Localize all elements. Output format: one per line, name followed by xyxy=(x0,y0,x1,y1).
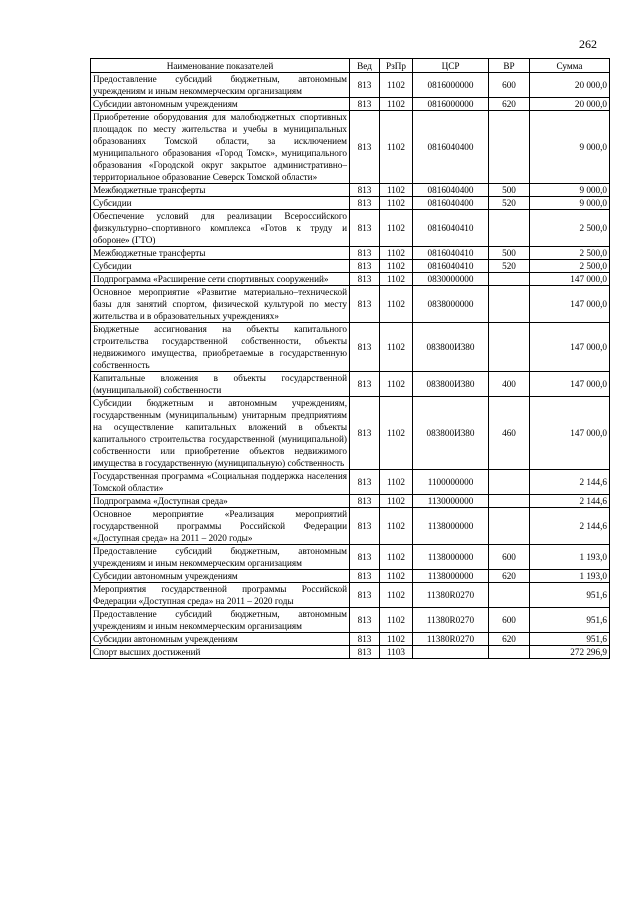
row-vr-cell xyxy=(489,470,530,495)
table-row xyxy=(91,73,610,98)
row-rzpr-cell: 1102 xyxy=(380,470,413,495)
row-sum-cell: 9 000,0 xyxy=(530,111,610,184)
row-rzpr-cell: 1102 xyxy=(380,247,413,260)
header-csr: ЦСР xyxy=(413,59,489,73)
row-vr-cell xyxy=(489,286,530,323)
row-ved-cell: 813 xyxy=(350,470,380,495)
row-ved-cell: 813 xyxy=(350,608,380,633)
row-rzpr-cell: 1102 xyxy=(380,197,413,210)
row-rzpr-cell: 1102 xyxy=(380,98,413,111)
table-header-row xyxy=(91,59,610,73)
row-csr-cell: 0816040400 xyxy=(413,197,489,210)
row-rzpr-cell: 1102 xyxy=(380,495,413,508)
row-name-cell: Межбюджетные трансферты xyxy=(91,184,350,197)
row-vr-cell: 500 xyxy=(489,247,530,260)
row-name-cell: Основное мероприятие «Реализация мероприятий государственной программы Российской Федерации «Доступная среда» на 2011 – 2020 годы» xyxy=(91,508,350,545)
row-name-cell: Предоставление субсидий бюджетным, автономным учреждениям и иным некоммерческим организациям xyxy=(91,73,350,98)
table-row xyxy=(91,495,610,508)
table-row xyxy=(91,570,610,583)
table-row xyxy=(91,508,610,545)
row-sum-cell: 9 000,0 xyxy=(530,197,610,210)
row-vr-cell: 620 xyxy=(489,98,530,111)
table-row xyxy=(91,98,610,111)
row-csr-cell: 0816040410 xyxy=(413,247,489,260)
row-ved-cell: 813 xyxy=(350,323,380,372)
row-rzpr-cell: 1102 xyxy=(380,184,413,197)
row-rzpr-cell: 1102 xyxy=(380,570,413,583)
row-ved-cell: 813 xyxy=(350,508,380,545)
row-name-cell: Субсидии автономным учреждениям xyxy=(91,570,350,583)
row-rzpr-cell: 1102 xyxy=(380,583,413,608)
row-csr-cell: 11380R0270 xyxy=(413,608,489,633)
row-rzpr-cell: 1102 xyxy=(380,633,413,646)
row-rzpr-cell: 1102 xyxy=(380,273,413,286)
row-name-cell: Капитальные вложения в объекты государственной (муниципальной) собственности xyxy=(91,372,350,397)
row-vr-cell xyxy=(489,583,530,608)
row-sum-cell: 147 000,0 xyxy=(530,397,610,470)
row-csr-cell: 0838000000 xyxy=(413,286,489,323)
row-sum-cell: 272 296,9 xyxy=(530,646,610,659)
row-sum-cell: 1 193,0 xyxy=(530,570,610,583)
row-name-cell: Подпрограмма «Доступная среда» xyxy=(91,495,350,508)
table-row xyxy=(91,397,610,470)
row-csr-cell: 0816040400 xyxy=(413,111,489,184)
table-row xyxy=(91,372,610,397)
row-csr-cell: 0830000000 xyxy=(413,273,489,286)
row-sum-cell: 147 000,0 xyxy=(530,372,610,397)
row-vr-cell xyxy=(489,111,530,184)
row-sum-cell: 147 000,0 xyxy=(530,323,610,372)
row-vr-cell xyxy=(489,210,530,247)
row-sum-cell: 20 000,0 xyxy=(530,98,610,111)
table-row xyxy=(91,323,610,372)
row-ved-cell: 813 xyxy=(350,545,380,570)
row-name-cell: Субсидии xyxy=(91,197,350,210)
header-rzpr: РзПр xyxy=(380,59,413,73)
row-name-cell: Субсидии бюджетным и автономным учреждениям, государственным (муниципальным) унитарным предприятиям на осуществление капитальных вложений в объекты капитального строительства государственной (муниципальной) собственности или приобретение объектов недвижимого имущества в государственную (муниципальную) собственность xyxy=(91,397,350,470)
header-name: Наименование показателей xyxy=(91,59,350,73)
header-ved: Вед xyxy=(350,59,380,73)
row-csr-cell: 0816040400 xyxy=(413,184,489,197)
table-row xyxy=(91,646,610,659)
budget-table xyxy=(90,58,610,659)
row-csr-cell: 083800И380 xyxy=(413,397,489,470)
row-ved-cell: 813 xyxy=(350,210,380,247)
header-sum: Сумма xyxy=(530,59,610,73)
row-vr-cell: 600 xyxy=(489,608,530,633)
row-ved-cell: 813 xyxy=(350,184,380,197)
row-name-cell: Спорт высших достижений xyxy=(91,646,350,659)
row-vr-cell xyxy=(489,508,530,545)
row-name-cell: Субсидии автономным учреждениям xyxy=(91,98,350,111)
row-ved-cell: 813 xyxy=(350,247,380,260)
row-vr-cell: 620 xyxy=(489,570,530,583)
row-sum-cell: 1 193,0 xyxy=(530,545,610,570)
row-sum-cell: 951,6 xyxy=(530,583,610,608)
table-row xyxy=(91,583,610,608)
row-rzpr-cell: 1102 xyxy=(380,545,413,570)
row-ved-cell: 813 xyxy=(350,260,380,273)
row-sum-cell: 951,6 xyxy=(530,633,610,646)
table-row xyxy=(91,633,610,646)
table-row xyxy=(91,260,610,273)
row-csr-cell: 1138000000 xyxy=(413,570,489,583)
row-rzpr-cell: 1102 xyxy=(380,210,413,247)
row-ved-cell: 813 xyxy=(350,633,380,646)
row-vr-cell: 500 xyxy=(489,184,530,197)
row-rzpr-cell: 1102 xyxy=(380,608,413,633)
row-csr-cell: 1100000000 xyxy=(413,470,489,495)
row-csr-cell: 083800И380 xyxy=(413,372,489,397)
row-ved-cell: 813 xyxy=(350,646,380,659)
row-ved-cell: 813 xyxy=(350,286,380,323)
row-csr-cell xyxy=(413,646,489,659)
row-vr-cell xyxy=(489,273,530,286)
row-csr-cell: 1138000000 xyxy=(413,545,489,570)
row-name-cell: Бюджетные ассигнования на объекты капитального строительства государственной собственности, объекты недвижимого имущества, приобретаемые в государственную собственность xyxy=(91,323,350,372)
row-vr-cell: 460 xyxy=(489,397,530,470)
row-ved-cell: 813 xyxy=(350,273,380,286)
row-vr-cell: 400 xyxy=(489,372,530,397)
row-name-cell: Субсидии xyxy=(91,260,350,273)
row-csr-cell: 0816040410 xyxy=(413,260,489,273)
row-sum-cell: 147 000,0 xyxy=(530,273,610,286)
table-row xyxy=(91,286,610,323)
row-rzpr-cell: 1103 xyxy=(380,646,413,659)
row-vr-cell xyxy=(489,646,530,659)
row-sum-cell: 2 500,0 xyxy=(530,210,610,247)
row-name-cell: Предоставление субсидий бюджетным, автономным учреждениям и иным некоммерческим организациям xyxy=(91,545,350,570)
row-name-cell: Предоставление субсидий бюджетным, автономным учреждениям и иным некоммерческим организациям xyxy=(91,608,350,633)
row-rzpr-cell: 1102 xyxy=(380,286,413,323)
row-ved-cell: 813 xyxy=(350,73,380,98)
table-row xyxy=(91,210,610,247)
row-name-cell: Субсидии автономным учреждениям xyxy=(91,633,350,646)
row-sum-cell: 20 000,0 xyxy=(530,73,610,98)
row-vr-cell xyxy=(489,495,530,508)
row-sum-cell: 9 000,0 xyxy=(530,184,610,197)
row-csr-cell: 11380R0270 xyxy=(413,583,489,608)
row-csr-cell: 0816040410 xyxy=(413,210,489,247)
row-rzpr-cell: 1102 xyxy=(380,508,413,545)
table-row xyxy=(91,184,610,197)
row-sum-cell: 2 144,6 xyxy=(530,495,610,508)
row-vr-cell xyxy=(489,323,530,372)
row-name-cell: Мероприятия государственной программы Российской Федерации «Доступная среда» на 2011 – 2020 годы xyxy=(91,583,350,608)
row-ved-cell: 813 xyxy=(350,372,380,397)
table-row xyxy=(91,608,610,633)
table-row xyxy=(91,470,610,495)
row-sum-cell: 2 144,6 xyxy=(530,470,610,495)
row-rzpr-cell: 1102 xyxy=(380,372,413,397)
row-ved-cell: 813 xyxy=(350,495,380,508)
row-vr-cell: 520 xyxy=(489,260,530,273)
row-name-cell: Обеспечение условий для реализации Всероссийского физкультурно–спортивного комплекса «Готов к труду и обороне» (ГТО) xyxy=(91,210,350,247)
page-number: 262 xyxy=(579,37,597,51)
row-csr-cell: 0816000000 xyxy=(413,98,489,111)
row-csr-cell: 11380R0270 xyxy=(413,633,489,646)
row-ved-cell: 813 xyxy=(350,570,380,583)
row-vr-cell: 600 xyxy=(489,545,530,570)
row-rzpr-cell: 1102 xyxy=(380,397,413,470)
table-row xyxy=(91,247,610,260)
row-ved-cell: 813 xyxy=(350,397,380,470)
row-sum-cell: 2 500,0 xyxy=(530,260,610,273)
row-name-cell: Приобретение оборудования для малобюджетных спортивных площадок по месту жительства и учебы в муниципальных образованиях Томской области, за исключением муниципального образования «Город Томск», муниципального образования «Городской округ закрытое административно–территориальное образование Северск Томской области» xyxy=(91,111,350,184)
row-rzpr-cell: 1102 xyxy=(380,111,413,184)
row-name-cell: Межбюджетные трансферты xyxy=(91,247,350,260)
table-row xyxy=(91,273,610,286)
row-vr-cell: 600 xyxy=(489,73,530,98)
row-vr-cell: 620 xyxy=(489,633,530,646)
row-ved-cell: 813 xyxy=(350,583,380,608)
row-sum-cell: 147 000,0 xyxy=(530,286,610,323)
row-ved-cell: 813 xyxy=(350,197,380,210)
row-vr-cell: 520 xyxy=(489,197,530,210)
row-csr-cell: 0816000000 xyxy=(413,73,489,98)
table-body xyxy=(91,73,610,659)
row-ved-cell: 813 xyxy=(350,98,380,111)
row-rzpr-cell: 1102 xyxy=(380,73,413,98)
row-rzpr-cell: 1102 xyxy=(380,323,413,372)
row-name-cell: Подпрограмма «Расширение сети спортивных сооружений» xyxy=(91,273,350,286)
table-row xyxy=(91,545,610,570)
row-csr-cell: 1130000000 xyxy=(413,495,489,508)
row-name-cell: Основное мероприятие «Развитие материально–технической базы для занятий спортом, физической культурой по месту жительства и в образовательных учреждениях» xyxy=(91,286,350,323)
row-sum-cell: 951,6 xyxy=(530,608,610,633)
row-csr-cell: 1138000000 xyxy=(413,508,489,545)
header-vr: ВР xyxy=(489,59,530,73)
row-rzpr-cell: 1102 xyxy=(380,260,413,273)
row-name-cell: Государственная программа «Социальная поддержка населения Томской области» xyxy=(91,470,350,495)
row-sum-cell: 2 500,0 xyxy=(530,247,610,260)
row-ved-cell: 813 xyxy=(350,111,380,184)
row-sum-cell: 2 144,6 xyxy=(530,508,610,545)
row-csr-cell: 083800И380 xyxy=(413,323,489,372)
table-row xyxy=(91,197,610,210)
table-row xyxy=(91,111,610,184)
